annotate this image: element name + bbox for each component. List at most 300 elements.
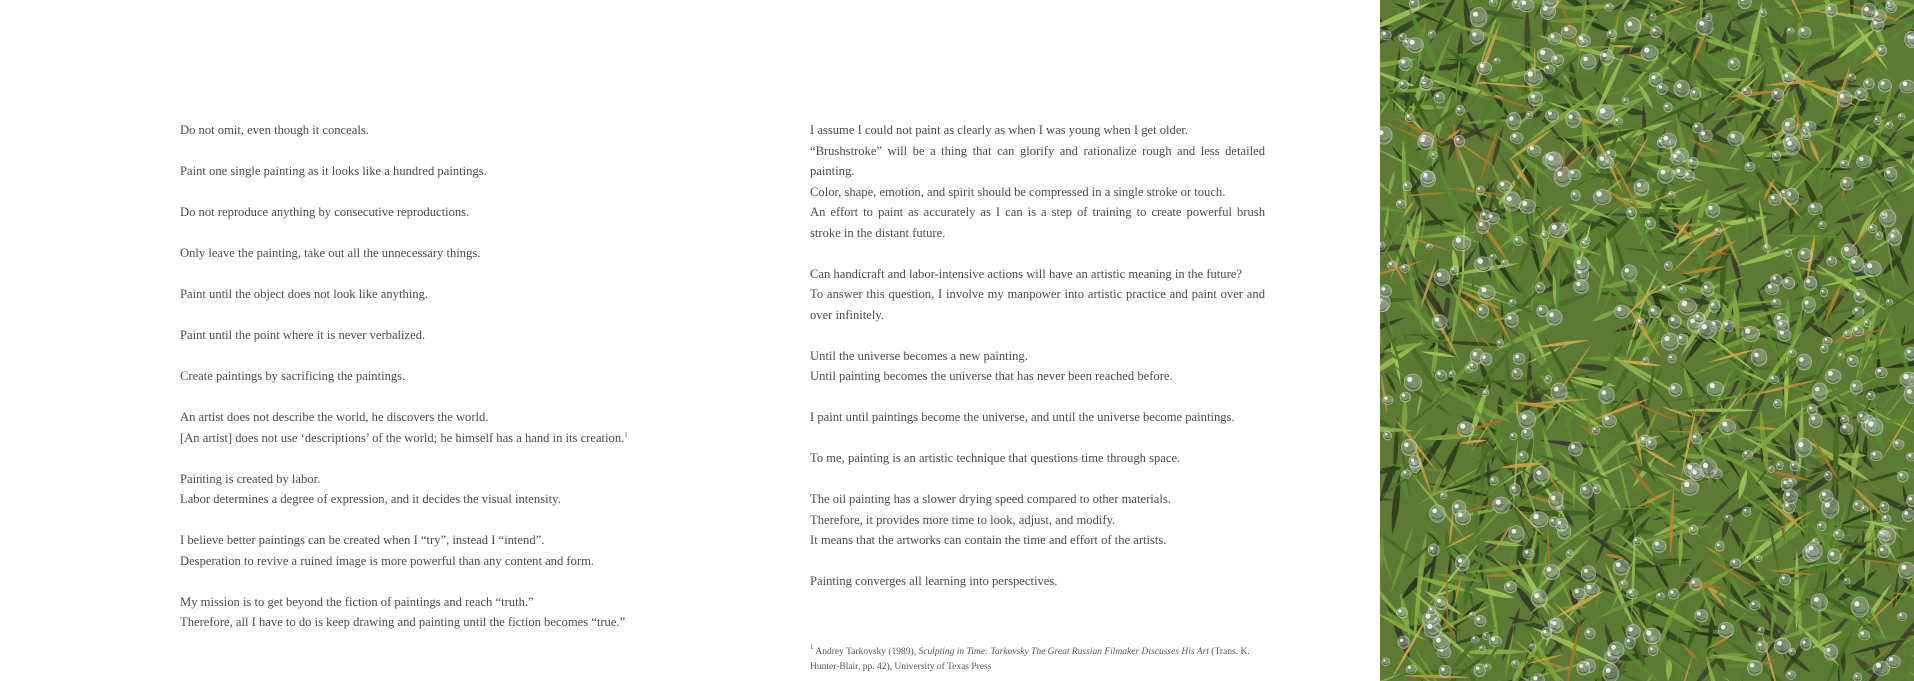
water-droplet — [1593, 485, 1600, 494]
water-droplet — [1766, 283, 1779, 294]
water-droplet — [1405, 114, 1414, 122]
water-droplet — [1774, 638, 1790, 654]
water-droplet — [1434, 618, 1440, 623]
left-line: Do not omit, even though it conceals. — [180, 123, 369, 137]
water-droplet — [1534, 467, 1550, 485]
water-droplet — [1728, 58, 1740, 70]
water-droplet — [1547, 310, 1562, 325]
water-droplet — [1878, 79, 1891, 92]
water-droplet — [1758, 627, 1765, 634]
water-droplet — [1785, 137, 1800, 155]
water-droplet — [1690, 469, 1704, 480]
water-droplet — [1772, 299, 1781, 307]
water-droplet — [1707, 382, 1724, 396]
water-droplet — [1625, 18, 1641, 36]
water-droplet — [1664, 103, 1672, 112]
water-droplet — [1505, 313, 1518, 327]
water-droplet — [1789, 648, 1795, 655]
water-droplet — [1661, 285, 1670, 292]
water-droplet — [1404, 374, 1421, 391]
water-droplet — [1439, 665, 1451, 677]
right-line: It means that the artworks can contain the time and effort of the artists. — [810, 533, 1167, 547]
water-droplet — [1608, 642, 1624, 658]
water-droplet — [1525, 69, 1543, 86]
water-droplet — [1592, 426, 1600, 434]
water-droplet — [1474, 664, 1486, 677]
water-droplet — [1705, 14, 1712, 21]
water-droplet — [1898, 471, 1908, 482]
water-droplet — [1888, 231, 1902, 246]
water-droplet — [1898, 613, 1907, 621]
water-droplet — [1504, 192, 1521, 211]
water-droplet — [1802, 127, 1810, 136]
water-droplet — [1689, 525, 1698, 534]
water-droplet — [1545, 375, 1552, 383]
water-droplet — [1409, 0, 1419, 10]
water-droplet — [1574, 280, 1589, 293]
water-droplet — [1489, 636, 1501, 646]
water-droplet — [1715, 228, 1722, 235]
water-droplet — [1620, 581, 1628, 588]
water-droplet — [1519, 0, 1534, 12]
water-droplet — [1675, 167, 1687, 178]
water-droplet — [1674, 80, 1690, 97]
water-droplet — [1431, 152, 1437, 159]
water-droplet — [1907, 453, 1914, 461]
water-droplet — [1854, 289, 1866, 303]
water-droplet — [1875, 368, 1887, 378]
water-droplet — [1849, 257, 1864, 272]
water-droplet — [1497, 339, 1504, 347]
water-droplet — [1605, 3, 1613, 10]
water-droplet — [1627, 207, 1637, 219]
water-droplet — [1811, 594, 1828, 611]
right-line: “Brushstroke” will be a thing that can glorify and rationalize rough and less detailed painting. — [810, 143, 1265, 178]
water-droplet — [1751, 349, 1766, 366]
water-droplet — [1844, 330, 1852, 338]
water-droplet — [1702, 282, 1714, 296]
water-droplet — [1722, 321, 1734, 332]
left-line: Only leave the painting, take out all the unnecessary things. — [180, 246, 481, 260]
right-stanza — [810, 264, 1265, 326]
water-droplet — [1428, 544, 1439, 556]
water-droplet — [1864, 79, 1875, 89]
water-droplet — [1622, 265, 1637, 281]
water-droplet — [1440, 493, 1446, 499]
water-droplet — [1477, 62, 1491, 74]
water-droplet — [1521, 429, 1533, 439]
water-droplet — [1823, 337, 1832, 345]
water-droplet — [1898, 114, 1905, 120]
water-droplet — [1905, 347, 1914, 360]
water-droplet — [1760, 9, 1767, 17]
water-droplet — [1401, 264, 1410, 272]
water-droplet — [1507, 113, 1521, 130]
water-droplet — [1407, 38, 1424, 53]
left-line: An artist does not describe the world, he discovers the world. — [180, 410, 489, 424]
water-droplet — [1514, 236, 1523, 245]
water-droplet — [1380, 285, 1391, 297]
water-droplet — [1817, 522, 1826, 531]
water-droplet — [1780, 575, 1791, 585]
water-droplet — [1643, 357, 1649, 364]
water-droplet — [1652, 540, 1666, 552]
water-droplet — [1838, 353, 1844, 358]
water-droplet — [1782, 118, 1798, 135]
left-line: Paint one single painting as it looks like a hundred paintings. — [180, 164, 487, 178]
water-droplet — [1469, 361, 1477, 371]
water-droplet — [1827, 257, 1837, 266]
water-droplet — [1669, 589, 1680, 599]
water-droplet — [1546, 152, 1563, 170]
water-droplet — [1798, 249, 1812, 262]
water-droplet — [1548, 33, 1562, 44]
water-droplet — [1669, 315, 1682, 328]
water-droplet — [1602, 415, 1616, 427]
water-droplet — [1848, 74, 1856, 81]
left-stanza — [180, 161, 620, 182]
water-droplet — [1731, 559, 1741, 568]
water-droplet — [1614, 118, 1622, 125]
water-droplet — [1493, 497, 1510, 513]
water-droplet — [1772, 151, 1780, 161]
water-droplet — [1528, 145, 1541, 156]
water-droplet — [1783, 73, 1795, 84]
water-droplet — [1787, 671, 1796, 680]
water-droplet — [1886, 0, 1894, 9]
water-droplet — [1479, 646, 1485, 652]
water-droplet — [1519, 200, 1535, 214]
water-droplet — [1470, 7, 1487, 26]
water-droplet — [1509, 299, 1516, 305]
water-droplet — [1494, 58, 1501, 63]
water-droplet — [1421, 76, 1428, 82]
water-droplet — [1661, 133, 1677, 149]
water-droplet — [1399, 58, 1412, 71]
right-line: Until the universe becomes a new painting. — [810, 348, 1028, 363]
water-droplet — [1541, 231, 1549, 239]
right-line: Can handicraft and labor-intensive actions will have an artistic meaning in the future? — [810, 266, 1242, 281]
water-droplet — [1435, 370, 1446, 380]
water-droplet — [1742, 451, 1752, 459]
water-droplet — [1549, 223, 1566, 238]
water-droplet — [1881, 211, 1887, 218]
water-droplet — [1490, 254, 1497, 259]
water-droplet — [1855, 88, 1867, 100]
water-droplet — [1725, 515, 1733, 521]
water-droplet — [1398, 636, 1409, 648]
water-droplet — [1435, 597, 1448, 610]
right-stanza — [810, 407, 1265, 428]
water-droplet — [1549, 492, 1563, 509]
water-droplet — [1745, 162, 1755, 171]
water-droplet — [1853, 501, 1863, 511]
water-droplet — [1690, 578, 1702, 590]
water-droplet — [1597, 105, 1615, 124]
water-droplet — [1551, 55, 1563, 66]
water-droplet — [1544, 65, 1555, 74]
water-droplet — [1878, 531, 1888, 539]
water-droplet — [1510, 484, 1520, 496]
water-droplet — [1544, 565, 1560, 580]
left-stanza — [180, 120, 620, 141]
water-droplet — [1656, 593, 1664, 600]
water-droplet — [1519, 411, 1536, 429]
water-droplet — [1585, 628, 1595, 639]
water-droplet — [1886, 122, 1893, 128]
water-droplet — [1799, 27, 1811, 37]
water-droplet — [1406, 665, 1416, 673]
water-droplet — [1454, 135, 1464, 147]
water-droplet — [1550, 618, 1563, 633]
water-droplet — [1693, 123, 1703, 133]
water-droplet — [1573, 588, 1586, 598]
water-droplet — [1480, 210, 1490, 222]
water-droplet — [1770, 376, 1779, 384]
water-droplet — [1424, 621, 1441, 638]
water-droplet — [1802, 297, 1815, 313]
water-droplet — [1853, 307, 1864, 316]
water-droplet — [1456, 105, 1465, 115]
water-droplet — [1669, 384, 1682, 397]
right-line: I assume I could not paint as clearly as when I was young when I get older. — [810, 123, 1189, 137]
water-droplet — [1789, 350, 1797, 357]
water-droplet — [1509, 525, 1524, 542]
water-droplet — [1820, 288, 1828, 297]
water-droplet — [1681, 480, 1698, 496]
water-droplet — [1513, 353, 1525, 364]
left-line: Paint until the object does not look like anything. — [180, 287, 428, 301]
water-droplet — [1882, 515, 1891, 523]
water-droplet — [1643, 628, 1660, 644]
water-droplet — [1874, 116, 1881, 125]
water-droplet — [1837, 91, 1852, 107]
water-droplet — [1432, 315, 1447, 330]
water-droplet — [1455, 555, 1469, 571]
water-droplet — [1679, 287, 1686, 293]
water-droplet — [1637, 319, 1646, 327]
water-droplet — [1501, 260, 1508, 266]
right-stanza — [810, 571, 1265, 592]
water-droplet — [1720, 420, 1736, 434]
water-droplet — [1426, 244, 1432, 249]
water-droplet — [1571, 190, 1580, 200]
water-droplet — [1434, 269, 1449, 285]
water-droplet — [1773, 400, 1782, 409]
water-droplet — [1599, 387, 1614, 404]
water-droplet — [1646, 438, 1656, 450]
water-droplet — [1536, 283, 1545, 294]
left-stanza — [180, 530, 620, 571]
water-droplet — [1807, 404, 1817, 415]
water-droplet — [1645, 218, 1655, 229]
water-droplet — [1858, 412, 1869, 423]
water-droplet — [1804, 277, 1817, 290]
water-droplet — [1633, 537, 1641, 545]
water-droplet — [1574, 257, 1589, 272]
water-droplet — [1695, 610, 1708, 622]
water-droplet — [1530, 644, 1536, 649]
water-droplet — [1776, 321, 1789, 332]
water-droplet — [1562, 26, 1577, 38]
right-line: Until painting becomes the universe that has never been reached before. — [810, 369, 1173, 383]
water-droplet — [1661, 333, 1679, 350]
water-droplet — [1476, 186, 1484, 194]
footnote-marker: 1 — [810, 643, 814, 651]
water-droplet — [1581, 566, 1595, 581]
water-droplet — [1851, 597, 1868, 617]
water-droplet — [1380, 242, 1385, 250]
water-droplet — [1806, 541, 1822, 560]
water-droplet — [1671, 153, 1685, 165]
water-droplet — [1650, 13, 1656, 20]
right-line: An effort to paint as accurately as I can is a step of training to create powerful brush stroke in the distant future. — [810, 205, 1265, 240]
water-droplet — [1489, 0, 1497, 6]
water-droplet — [1380, 127, 1392, 144]
water-droplet — [1584, 237, 1590, 243]
water-droplet — [1801, 638, 1812, 650]
water-droplet — [1900, 80, 1914, 93]
right-line: I paint until paintings become the universe, and until the universe become paintings. — [810, 410, 1235, 424]
water-droplet — [1399, 80, 1409, 90]
water-droplet — [1677, 334, 1688, 344]
painting-image — [1380, 0, 1914, 681]
water-droplet — [1434, 92, 1444, 103]
water-droplet — [1649, 306, 1661, 318]
right-stanza — [810, 346, 1265, 387]
water-droplet — [1512, 660, 1520, 667]
water-droplet — [1400, 392, 1410, 402]
water-droplet — [1409, 456, 1420, 469]
water-droplet — [1747, 661, 1762, 676]
water-droplet — [1523, 549, 1534, 559]
water-droplet — [1864, 320, 1871, 327]
footnote-text — [810, 645, 1265, 674]
water-droplet — [1526, 112, 1533, 119]
water-droplet — [1581, 54, 1596, 69]
water-droplet — [1649, 73, 1662, 87]
water-droplet — [1769, 194, 1782, 205]
water-droplet — [1469, 612, 1476, 618]
right-line: The oil painting has a slower drying speed compared to other materials. — [810, 492, 1171, 506]
water-droplet — [1821, 344, 1829, 353]
water-droplet — [1679, 299, 1697, 315]
water-droplet — [1566, 111, 1580, 128]
water-droplet — [1850, 381, 1862, 395]
water-droplet — [1403, 182, 1412, 191]
water-droplet — [1504, 582, 1516, 593]
water-droplet — [1623, 98, 1629, 104]
water-droplet — [1840, 424, 1853, 434]
water-droplet — [1841, 177, 1854, 190]
water-droplet — [1783, 277, 1795, 288]
left-line: Paint until the point where it is never verbalized. — [180, 328, 426, 342]
water-droplet — [1510, 433, 1517, 440]
water-droplet — [1600, 49, 1613, 65]
water-droplet — [1820, 490, 1834, 503]
water-droplet — [1840, 160, 1849, 168]
water-droplet — [1607, 30, 1617, 39]
water-droplet — [1768, 466, 1774, 473]
water-droplet — [1634, 180, 1649, 196]
water-droplet — [1510, 133, 1523, 144]
water-droplet — [1907, 495, 1914, 506]
footnote-author: Andrey Tarkovsky (1989), — [813, 647, 919, 657]
water-droplet — [1796, 438, 1812, 456]
water-droplet — [1844, 578, 1850, 584]
water-droplet — [1788, 479, 1797, 486]
right-line: Therefore, it provides more time to look, adjust, and modify. — [810, 512, 1116, 527]
water-droplet — [1541, 628, 1552, 640]
water-droplet — [1825, 472, 1832, 481]
water-droplet — [1430, 505, 1446, 522]
water-droplet — [1429, 31, 1436, 38]
water-droplet — [1490, 477, 1498, 485]
water-droplet — [1668, 192, 1675, 199]
water-droplet — [1834, 530, 1844, 540]
right-stanza — [810, 489, 1265, 551]
water-droplet — [1880, 502, 1889, 513]
water-droplet — [1577, 662, 1590, 676]
water-droplet — [1401, 440, 1416, 456]
water-droplet — [1790, 461, 1799, 471]
water-droplet — [1886, 299, 1893, 305]
left-line: Desperation to revive a ruined image is more powerful than any content and form. — [180, 553, 595, 568]
water-droplet — [1383, 396, 1393, 405]
water-droplet — [1568, 169, 1581, 179]
water-droplet — [1868, 225, 1877, 233]
right-line: To me, painting is an artistic technique that questions time through space. — [810, 451, 1181, 465]
water-droplet — [1862, 3, 1877, 20]
water-droplet — [1780, 189, 1789, 197]
water-droplet — [1418, 136, 1433, 150]
water-droplet — [1484, 664, 1491, 670]
left-stanza — [180, 469, 620, 510]
water-droplet — [1383, 432, 1391, 440]
water-droplet — [1742, 87, 1752, 96]
water-droplet — [1625, 636, 1635, 648]
water-droplet — [1902, 509, 1914, 521]
water-droplet — [1512, 369, 1522, 379]
left-stanza — [180, 366, 620, 387]
text-column-left — [180, 120, 628, 653]
water-droplet — [1455, 510, 1470, 524]
water-droplet — [1483, 632, 1490, 639]
water-droplet — [1809, 414, 1822, 428]
water-droplet — [1763, 245, 1770, 252]
water-droplet — [1641, 45, 1658, 61]
water-droplet — [1546, 109, 1559, 121]
water-droplet — [1569, 442, 1583, 456]
left-line: Do not reproduce anything by consecutive reproductions. — [180, 205, 470, 219]
water-droplet — [1457, 422, 1473, 436]
water-droplet — [1772, 89, 1784, 101]
water-droplet — [1615, 305, 1630, 318]
water-droplet — [1402, 470, 1411, 478]
water-droplet — [1854, 673, 1862, 681]
water-droplet — [1865, 419, 1883, 436]
water-droplet — [1876, 232, 1883, 240]
left-stanza — [180, 407, 628, 448]
water-droplet — [1665, 261, 1673, 270]
left-line: I believe better paintings can be created when I “try”, instead I “intend”. — [180, 533, 545, 547]
water-droplet — [1550, 517, 1559, 526]
water-droplet — [1864, 261, 1881, 276]
water-droplet — [1742, 327, 1759, 342]
water-droplet — [1743, 507, 1751, 516]
water-droplet — [1397, 608, 1408, 618]
water-droplet — [1477, 305, 1489, 318]
